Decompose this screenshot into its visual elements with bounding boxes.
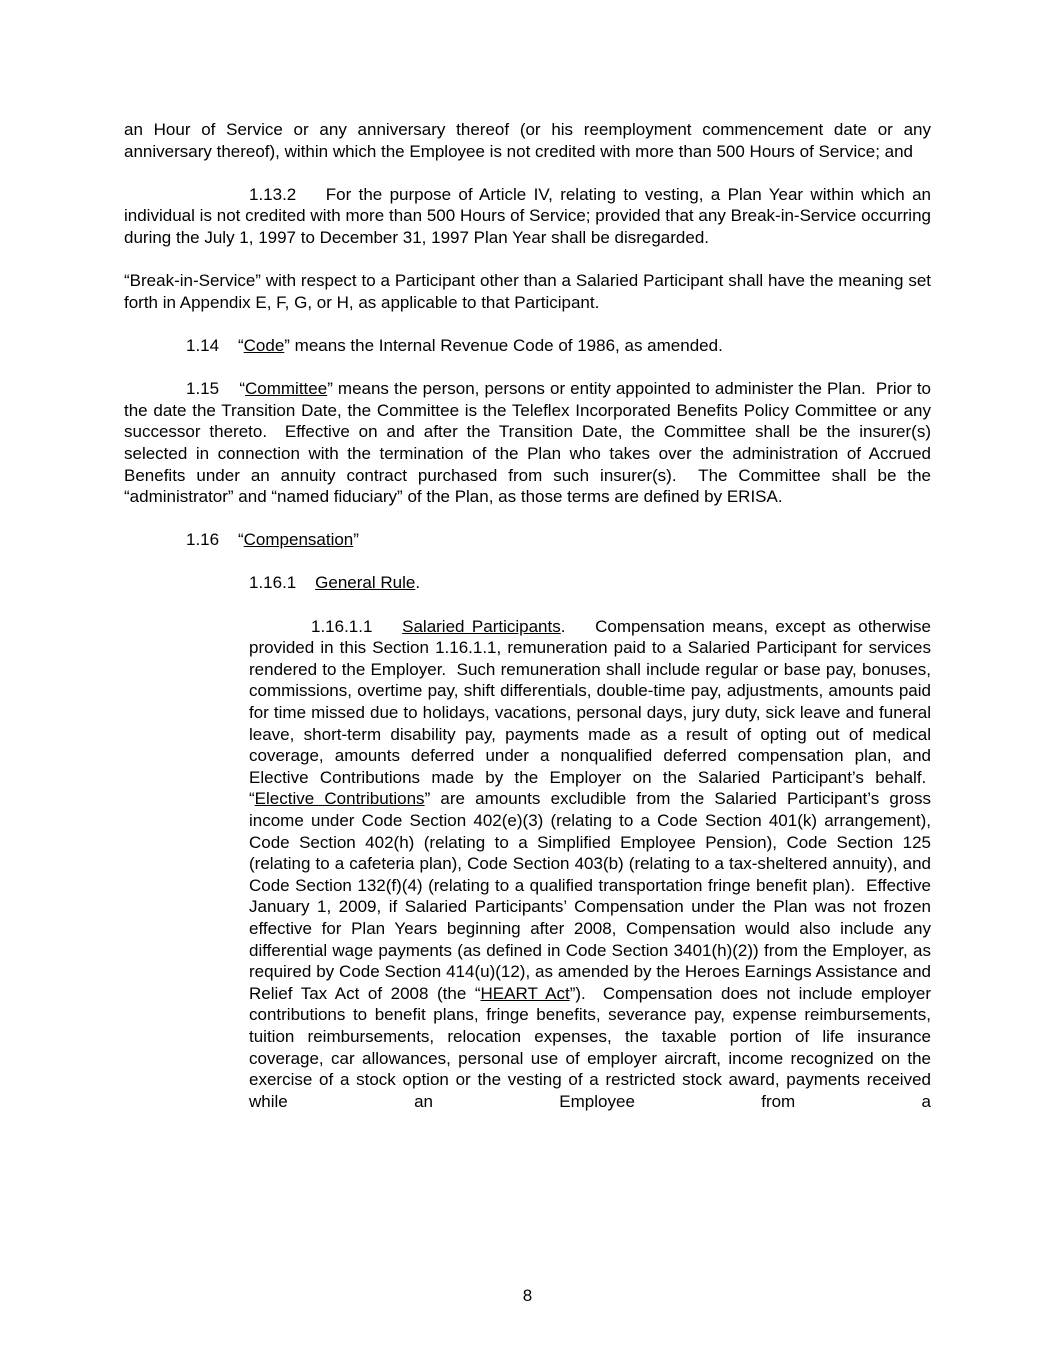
- para-1-16-1-general-rule: [124, 572, 931, 594]
- text-run: 1.16 “: [186, 530, 244, 550]
- underlined-term: Elective Contributions: [254, 789, 425, 809]
- underlined-term: Code: [243, 335, 285, 355]
- text-run: “Break-in-Service” with respect to a Participant other than a Salaried Participant shall have the meaning set forth in Appendix E, F, G, or H, as applicable to that Participant.: [124, 271, 931, 312]
- text-run: 1.16.1.1: [311, 616, 403, 636]
- text-run: an Hour of Service or any anniversary thereof (or his reemployment commencement date or any anniversary thereof), within which the Employee is not credited with more than 500 Hours of Service; and: [124, 120, 931, 161]
- para-1-13-2-vesting: [124, 184, 931, 249]
- para-hours-of-service-continuation: [124, 119, 931, 162]
- underlined-term: Compensation: [243, 530, 354, 550]
- text-run: 1.15 “: [186, 379, 245, 399]
- para-1-14-code: [124, 335, 931, 357]
- text-run: ” means the Internal Revenue Code of 1986, as amended.: [284, 335, 723, 355]
- underlined-term: Committee: [245, 379, 328, 399]
- text-run: ” are amounts excludible from the Salaried Participant’s gross income under Code Section 402(e)(3) (relating to a Code Section 401(k) arrangement), Code Section 402(h) (relating to a Simplified Employee Pension), Code Section 125 (relating to a cafeteria plan), Code Section 403(b) (relating to a tax-sheltered annuity), and Code Section 132(f)(4) (relating to a qualified transportation fringe benefit plan). Effective January 1, 2009, if Salaried Participants’ Compensation under the Plan was not frozen effective for Plan Years beginning after 2008, Compensation would also include any differential wage payments (as defined in Code Section 3401(h)(2)) from the Employer, as required by Code Section 414(u)(12), as amended by the Heroes Earnings Assistance and Relief Tax Act of 2008 (the “: [249, 789, 931, 1003]
- underlined-term: HEART Act: [480, 983, 570, 1003]
- underlined-term: Salaried Participants: [402, 616, 561, 636]
- underlined-term: General Rule: [315, 573, 416, 593]
- para-break-in-service-definition: [124, 270, 931, 313]
- text-run: 1.14 “: [186, 335, 244, 355]
- page-number: 8: [522, 1286, 533, 1306]
- text-run: ” means the person, persons or entity appointed to administer the Plan. Prior to the date the Transition Date, the Committee is the Teleflex Incorporated Benefits Policy Committee or any successor thereto. Effective on and after the Transition Date, the Committee shall be the insurer(s) selected in connection with the termination of the Plan who takes over the administration of Accrued Benefits under an annuity contract purchased from such insurer(s). The Committee shall be the “administrator” and “named fiduciary” of the Plan, as those terms are defined by ERISA.: [124, 379, 932, 507]
- document-body: [124, 119, 931, 1112]
- text-run: ”: [353, 530, 359, 550]
- para-1-15-committee: [124, 378, 931, 508]
- text-run: . Compensation means, except as otherwise provided in this Section 1.16.1.1, remuneration paid to a Salaried Participant for services rendered to the Employer. Such remuneration shall include regular or base pay, bonuses, commissions, overtime pay, shift differentials, double-time pay, adjustments, amounts paid for time missed due to holidays, vacations, personal days, jury duty, sick leave and funeral leave, short-term disability pay, payments made as a result of opting out of medical coverage, amounts deferred under a nonqualified deferred compensation plan, and Elective Contributions made by the Employer on the Salaried Participant’s behalf. “: [249, 616, 931, 809]
- text-run: ”). Compensation does not include employer contributions to benefit plans, fringe benefits, severance pay, expense reimbursements, tuition reimbursements, relocation expenses, the taxable portion of life insurance coverage, car allowances, personal use of employer aircraft, income recognized on the exercise of a stock option or the vesting of a restricted stock award, payments received while an Employee from a: [249, 983, 931, 1111]
- text-run: .: [415, 573, 421, 593]
- para-1-16-1-1-salaried-participants: [249, 616, 931, 1113]
- text-run: 1.13.2 For the purpose of Article IV, relating to vesting, a Plan Year within which an individual is not credited with more than 500 Hours of Service; provided that any Break-in-Service occurring during the July 1, 1997 to December 31, 1997 Plan Year shall be disregarded.: [124, 184, 931, 247]
- para-1-16-compensation: [124, 529, 931, 551]
- text-run: 1.16.1: [249, 573, 316, 593]
